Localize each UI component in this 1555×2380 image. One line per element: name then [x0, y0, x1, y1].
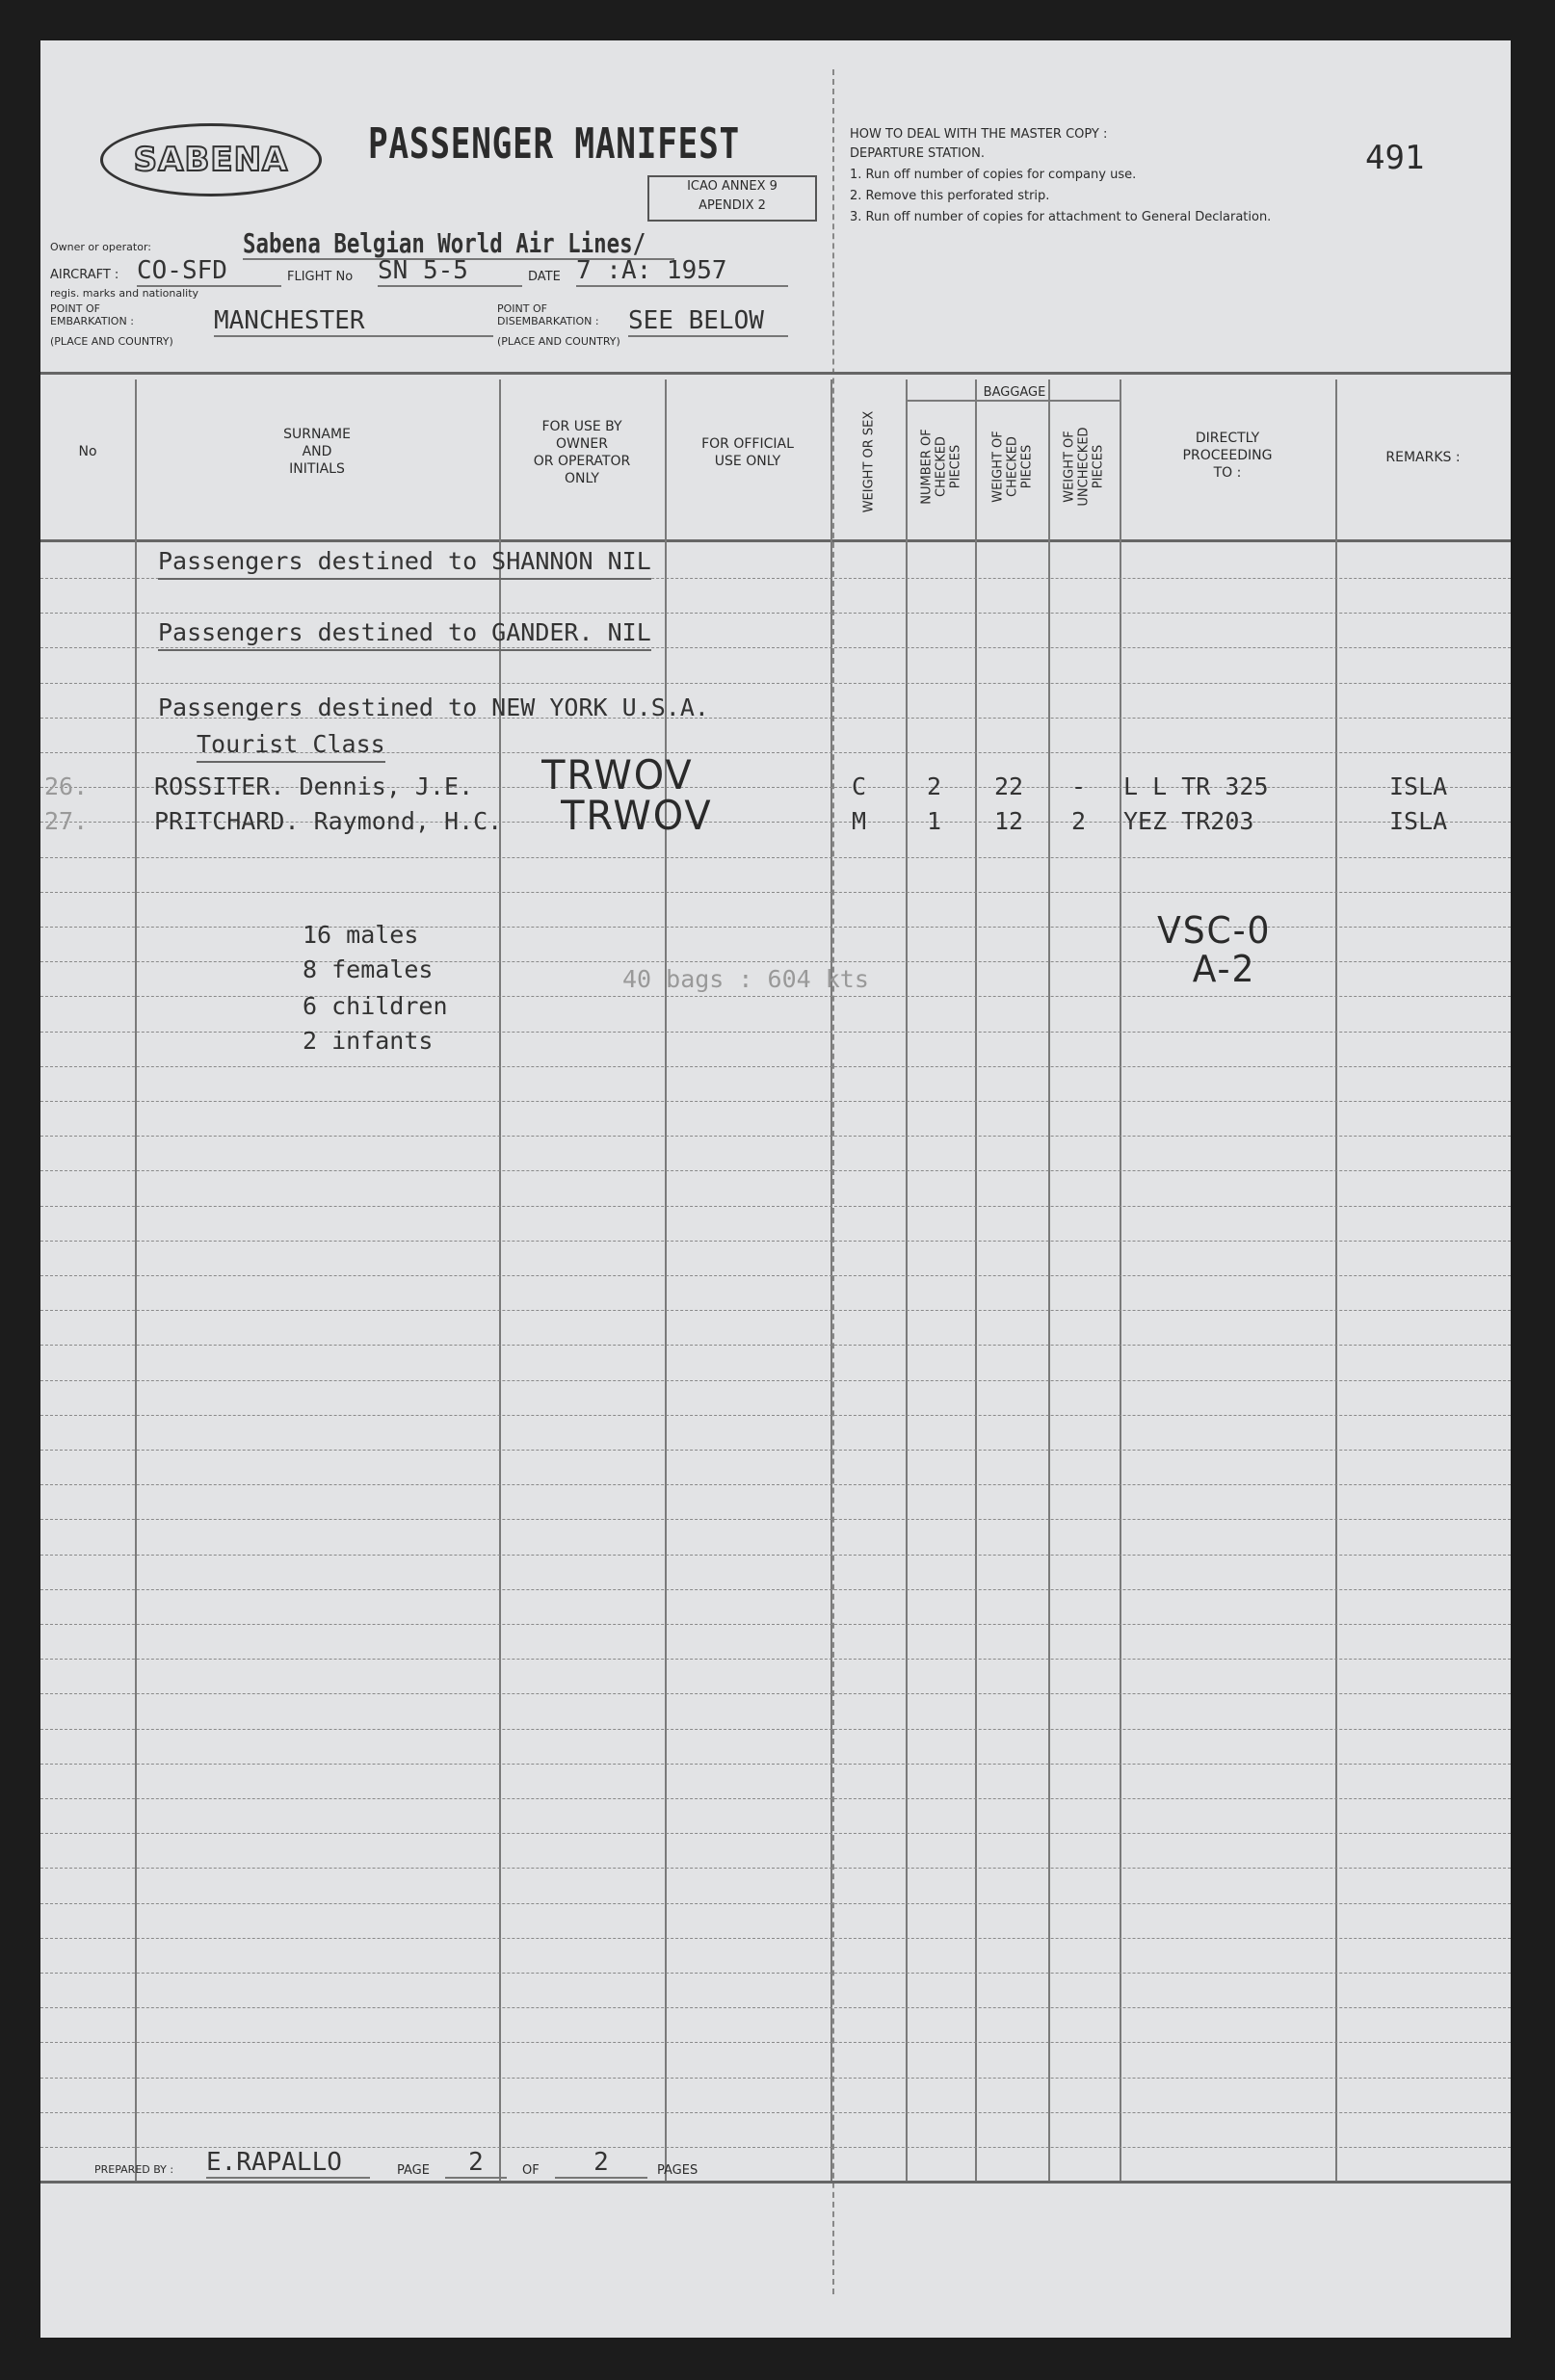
- table-rule: [40, 1764, 1511, 1765]
- section-label: Passengers destined to GANDER. NIL: [158, 616, 651, 651]
- date-label: DATE: [528, 270, 561, 284]
- passenger-sex: C: [852, 772, 867, 800]
- header-baggage: BAGGAGE: [908, 385, 1121, 402]
- table-top-border: [40, 372, 1511, 375]
- table-rule: [40, 1903, 1511, 1904]
- header-official-use: FOR OFFICIAL USE ONLY: [701, 436, 794, 469]
- total-males: 16 males: [303, 921, 419, 949]
- table-rule: [40, 1484, 1511, 1485]
- table-rule: [40, 1066, 1511, 1067]
- page-number-stamp: 491: [1365, 139, 1425, 177]
- flight-label: FLIGHT No: [287, 270, 354, 284]
- logo-text: SABENA: [133, 141, 289, 179]
- table-rule: [40, 927, 1511, 928]
- proceeding-to: L L TR 325: [1123, 772, 1269, 800]
- col-divider: [906, 379, 908, 2181]
- pages-label: PAGES: [657, 2163, 698, 2178]
- table-rule: [40, 2112, 1511, 2113]
- checked-pieces: 1: [927, 807, 942, 835]
- manifest-sheet: [40, 40, 1511, 2338]
- prepared-value: E.RAPALLO: [206, 2148, 370, 2179]
- header-surname: SURNAME AND INITIALS: [283, 427, 351, 477]
- of-label: OF: [522, 2163, 540, 2178]
- table-rule: [40, 1206, 1511, 1207]
- table-rule: [40, 892, 1511, 893]
- table-rule: [40, 1415, 1511, 1416]
- hand-note: VSC-0: [1157, 909, 1272, 952]
- header-remarks: REMARKS :: [1385, 450, 1461, 465]
- table-rule: [40, 961, 1511, 962]
- aircraft-value: CO-SFD: [137, 256, 281, 287]
- table-rule: [40, 683, 1511, 684]
- prepared-label: PREPARED BY :: [94, 2163, 174, 2176]
- table-rule: [40, 1833, 1511, 1834]
- proceeding-to: YEZ TR203: [1123, 807, 1254, 835]
- table-rule: [40, 1589, 1511, 1590]
- table-rule: [40, 1345, 1511, 1346]
- total-infants: 2 infants: [303, 1027, 434, 1055]
- table-rule: [40, 1241, 1511, 1242]
- embark-label: POINT OF EMBARKATION :: [50, 302, 134, 327]
- table-rule: [40, 1938, 1511, 1939]
- sabena-logo: [100, 123, 322, 196]
- embark-sub: (PLACE AND COUNTRY): [50, 335, 173, 348]
- instructions-subheading: DEPARTURE STATION.: [850, 146, 985, 161]
- embark-value: MANCHESTER: [214, 306, 493, 337]
- date-value: 7 :A: 1957: [576, 256, 788, 287]
- table-rule: [40, 1868, 1511, 1869]
- passenger-name: PRITCHARD. Raymond, H.C.: [154, 807, 503, 835]
- col-divider: [975, 379, 977, 2181]
- flight-value: SN 5-5: [378, 256, 522, 287]
- bags-total: 40 bags : 604 kts: [622, 965, 869, 993]
- header-weight-unchecked: WEIGHT OF UNCHECKED PIECES: [1062, 427, 1106, 507]
- aircraft-sub: regis. marks and nationality: [50, 287, 199, 300]
- table-rule: [40, 2078, 1511, 2079]
- header-weight-sex: WEIGHT OR SEX: [861, 410, 877, 513]
- table-header-border: [40, 539, 1511, 542]
- header-no: No: [78, 444, 97, 459]
- icao-line-2: APENDIX 2: [698, 198, 766, 213]
- table-rule: [40, 1032, 1511, 1033]
- disembark-label: POINT OF DISEMBARKATION :: [497, 302, 599, 327]
- owner-mark: TRWOV: [561, 792, 713, 839]
- table-rule: [40, 1693, 1511, 1694]
- table-rule: [40, 1519, 1511, 1520]
- instructions-heading: HOW TO DEAL WITH THE MASTER COPY :: [850, 127, 1108, 142]
- owner-label: Owner or operator:: [50, 241, 151, 253]
- aircraft-label: AIRCRAFT :: [50, 268, 119, 282]
- col-divider: [1120, 379, 1121, 2181]
- owner-mark: TRWOV: [541, 751, 694, 798]
- icao-line-1: ICAO ANNEX 9: [687, 179, 778, 194]
- checked-weight: 12: [994, 807, 1024, 835]
- page-title: PASSENGER MANIFEST: [368, 119, 740, 169]
- unchecked-weight: -: [1071, 772, 1087, 800]
- table-rule: [40, 1798, 1511, 1799]
- of-value: 2: [555, 2148, 647, 2179]
- icao-box: [647, 175, 817, 222]
- col-divider: [135, 379, 137, 2181]
- unchecked-weight: 2: [1071, 807, 1087, 835]
- total-children: 6 children: [303, 992, 448, 1020]
- table-rule: [40, 1310, 1511, 1311]
- section-label: Passengers destined to NEW YORK U.S.A.: [158, 693, 709, 721]
- header-proceeding: DIRECTLY PROCEEDING TO :: [1182, 431, 1273, 481]
- table-rule: [40, 2007, 1511, 2008]
- footer-border: [40, 2181, 1511, 2184]
- passenger-no: 26.: [44, 772, 89, 800]
- table-rule: [40, 1380, 1511, 1381]
- table-rule: [40, 1729, 1511, 1730]
- header-owner-use: FOR USE BY OWNER OR OPERATOR ONLY: [533, 419, 631, 486]
- table-rule: [40, 1973, 1511, 1974]
- table-rule: [40, 2042, 1511, 2043]
- instruction-item: 2. Remove this perforated strip.: [850, 189, 1050, 203]
- header-num-checked: NUMBER OF CHECKED PIECES: [919, 429, 963, 505]
- disembark-value: SEE BELOW: [628, 306, 788, 337]
- section-label: Tourist Class: [197, 728, 385, 763]
- passenger-name: ROSSITER. Dennis, J.E.: [154, 772, 474, 800]
- table-rule: [40, 1170, 1511, 1171]
- table-rule: [40, 1275, 1511, 1276]
- col-divider: [1335, 379, 1337, 2181]
- checked-pieces: 2: [927, 772, 942, 800]
- table-rule: [40, 996, 1511, 997]
- perforation-line: [832, 69, 834, 2294]
- remarks: ISLA: [1389, 772, 1448, 800]
- passenger-no: 27.: [44, 807, 89, 835]
- col-divider: [665, 379, 667, 2181]
- section-label: Passengers destined to SHANNON NIL: [158, 545, 651, 580]
- total-females: 8 females: [303, 955, 434, 983]
- passenger-sex: M: [852, 807, 867, 835]
- page-value: 2: [445, 2148, 507, 2179]
- table-rule: [40, 1659, 1511, 1660]
- page-label: PAGE: [397, 2163, 430, 2178]
- header-weight-checked: WEIGHT OF CHECKED PIECES: [990, 431, 1035, 503]
- instruction-item: 3. Run off number of copies for attachment to General Declaration.: [850, 210, 1272, 224]
- table-rule: [40, 1624, 1511, 1625]
- table-rule: [40, 1555, 1511, 1556]
- table-rule: [40, 1101, 1511, 1102]
- hand-note: A-2: [1192, 948, 1256, 990]
- owner-value: Sabena Belgian World Air Lines/: [243, 229, 674, 260]
- instruction-item: 1. Run off number of copies for company use.: [850, 168, 1137, 182]
- table-rule: [40, 1450, 1511, 1451]
- table-rule: [40, 613, 1511, 614]
- col-divider: [830, 379, 832, 2181]
- checked-weight: 22: [994, 772, 1024, 800]
- table-rule: [40, 1136, 1511, 1137]
- table-rule: [40, 857, 1511, 858]
- col-divider: [1048, 379, 1050, 2181]
- remarks: ISLA: [1389, 807, 1448, 835]
- disembark-sub: (PLACE AND COUNTRY): [497, 335, 620, 348]
